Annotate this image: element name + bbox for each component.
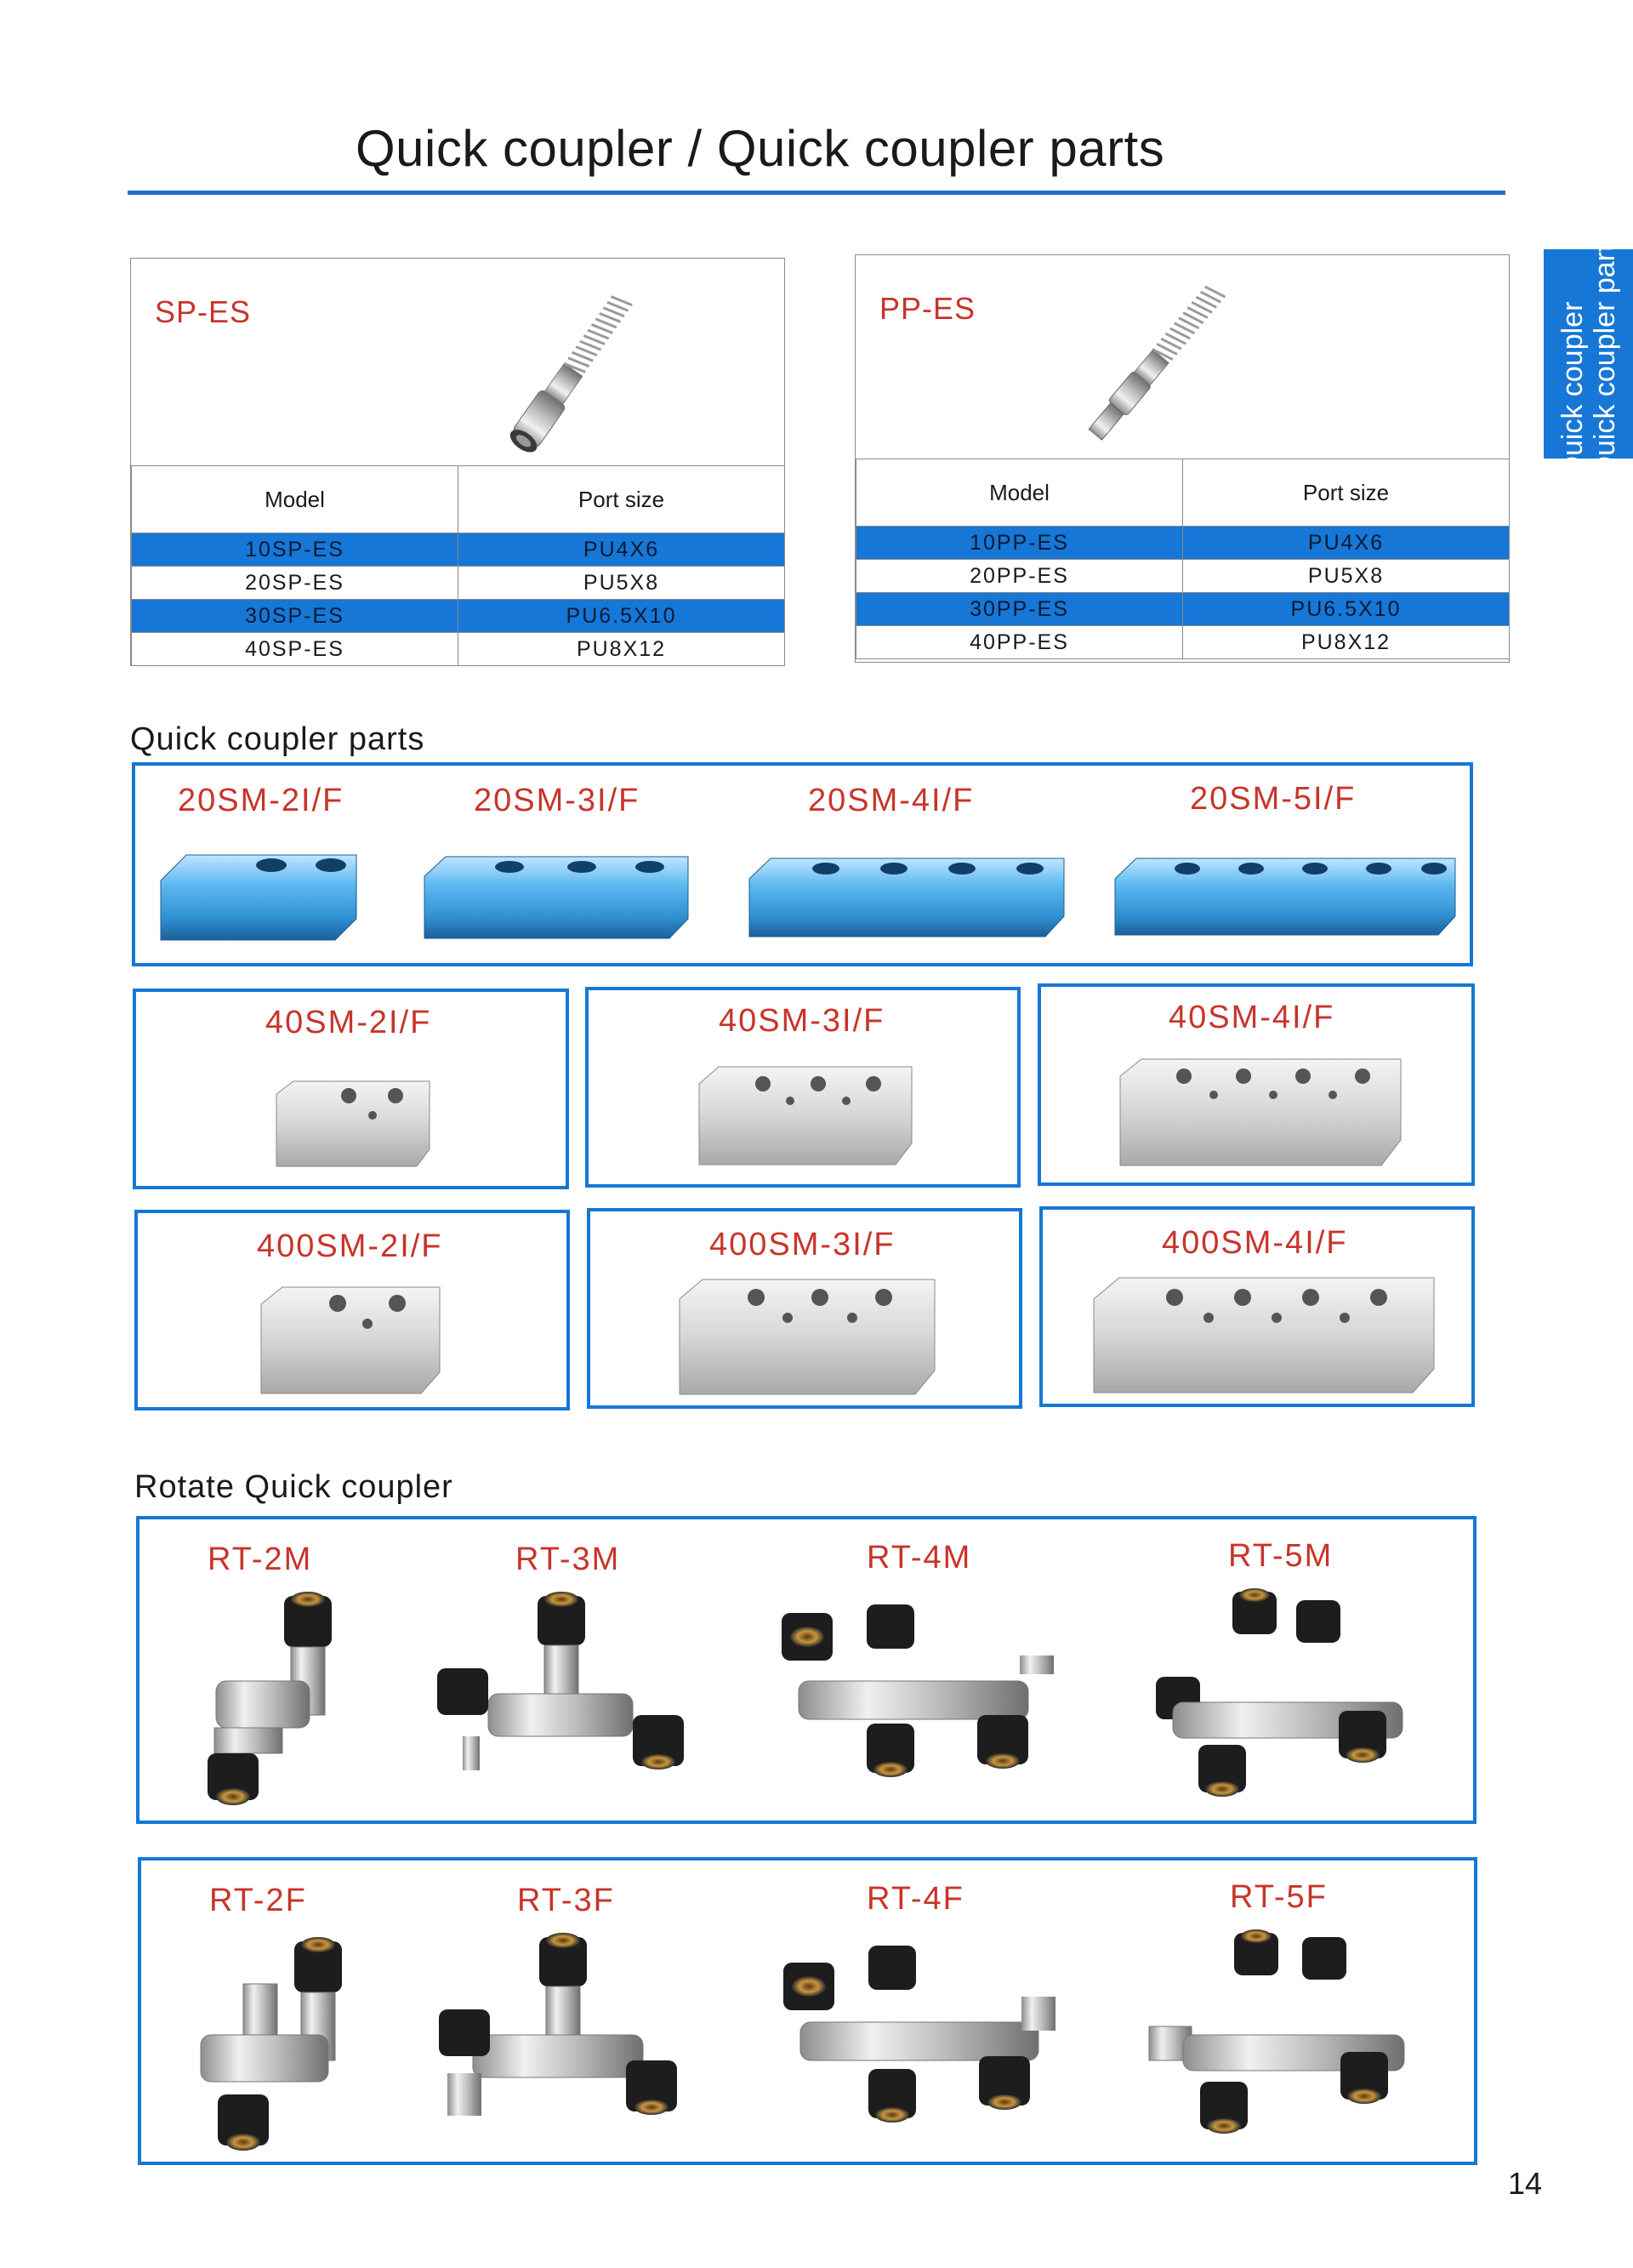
manifold-group-20sm bbox=[132, 762, 1473, 966]
page-number: 14 bbox=[1508, 2166, 1543, 2201]
rotate-coupler-group-male bbox=[136, 1516, 1477, 1824]
side-category-tab[interactable] bbox=[1544, 229, 1633, 479]
table-row bbox=[856, 560, 1510, 593]
product-name: SP-ES bbox=[155, 294, 252, 329]
blue-manifold-2-photo bbox=[152, 846, 365, 949]
item-label: RT-3F bbox=[517, 1883, 615, 1918]
item-label: 400SM-4I/F bbox=[1162, 1225, 1348, 1261]
item-label: RT-4F bbox=[867, 1881, 964, 1917]
title-divider bbox=[128, 191, 1505, 195]
port-size-cell: PU5X8 bbox=[1183, 560, 1510, 593]
rotate-coupler-photo bbox=[184, 1933, 388, 2154]
port-size-cell: PU4X6 bbox=[458, 533, 785, 567]
table-row bbox=[132, 567, 785, 600]
model-cell: 20SP-ES bbox=[132, 567, 458, 600]
manifold-card-40sm-3 bbox=[585, 987, 1021, 1188]
item-label: 20SM-3I/F bbox=[474, 783, 640, 818]
side-tab-line-2: Quick coupler parts bbox=[1588, 229, 1621, 479]
silver-manifold-photo bbox=[675, 1275, 939, 1399]
item-label: RT-2M bbox=[208, 1541, 313, 1577]
spec-table bbox=[856, 459, 1510, 659]
column-header-port-size: Port size bbox=[458, 466, 785, 533]
manifold-card-400sm-2 bbox=[134, 1210, 570, 1410]
blue-manifold-5-photo bbox=[1107, 846, 1464, 949]
item-label: 40SM-3I/F bbox=[719, 1003, 885, 1039]
product-card-sp-es bbox=[130, 258, 785, 666]
item-label: 20SM-2I/F bbox=[178, 783, 344, 818]
item-label: RT-3M bbox=[515, 1541, 621, 1577]
port-size-cell: PU5X8 bbox=[458, 567, 785, 600]
model-cell: 40PP-ES bbox=[856, 626, 1183, 659]
side-tab-line-1: Quick coupler bbox=[1556, 301, 1589, 479]
column-header-model: Model bbox=[132, 466, 458, 533]
silver-manifold-photo bbox=[1090, 1274, 1438, 1397]
column-header-port-size: Port size bbox=[1183, 459, 1510, 527]
column-header-model: Model bbox=[856, 459, 1183, 527]
silver-manifold-photo bbox=[272, 1077, 434, 1171]
port-size-cell: PU4X6 bbox=[1183, 527, 1510, 560]
rotate-coupler-photo bbox=[765, 1587, 1071, 1809]
item-label: 400SM-3I/F bbox=[709, 1227, 896, 1262]
plug-photo bbox=[1043, 264, 1272, 455]
port-size-cell: PU6.5X10 bbox=[458, 600, 785, 633]
item-label: RT-5M bbox=[1228, 1538, 1334, 1574]
item-label: 40SM-4I/F bbox=[1169, 1000, 1335, 1035]
item-label: 20SM-4I/F bbox=[808, 783, 975, 818]
item-label: 40SM-2I/F bbox=[265, 1005, 432, 1040]
rotate-coupler-group-female bbox=[138, 1857, 1477, 2165]
rotate-coupler-photo bbox=[430, 1929, 703, 2154]
silver-manifold-photo bbox=[257, 1283, 444, 1398]
spec-table bbox=[131, 465, 785, 666]
item-label: RT-4M bbox=[867, 1540, 972, 1576]
table-row bbox=[132, 600, 785, 633]
silver-manifold-photo bbox=[695, 1063, 916, 1169]
port-size-cell: PU6.5X10 bbox=[1183, 593, 1510, 626]
page-title: Quick coupler / Quick coupler parts bbox=[356, 120, 1165, 177]
table-row bbox=[856, 593, 1510, 626]
table-row bbox=[132, 633, 785, 666]
port-size-cell: PU8X12 bbox=[458, 633, 785, 666]
manifold-card-400sm-3 bbox=[587, 1208, 1022, 1409]
product-name: PP-ES bbox=[879, 291, 976, 326]
table-row bbox=[132, 533, 785, 567]
model-cell: 10PP-ES bbox=[856, 527, 1183, 560]
blue-manifold-4-photo bbox=[741, 846, 1073, 949]
product-card-pp-es bbox=[855, 254, 1510, 663]
item-label: 20SM-5I/F bbox=[1190, 781, 1357, 817]
model-cell: 40SP-ES bbox=[132, 633, 458, 666]
model-cell: 20PP-ES bbox=[856, 560, 1183, 593]
item-label: 400SM-2I/F bbox=[257, 1228, 443, 1264]
rotate-coupler-photo bbox=[1141, 1924, 1430, 2154]
table-row bbox=[856, 626, 1510, 659]
section-title-parts: Quick coupler parts bbox=[130, 721, 425, 757]
item-label: RT-2F bbox=[209, 1883, 307, 1918]
rotate-coupler-photo bbox=[1139, 1583, 1428, 1813]
manifold-card-40sm-2 bbox=[133, 989, 569, 1189]
table-row bbox=[856, 527, 1510, 560]
rotate-coupler-photo bbox=[429, 1587, 701, 1809]
manifold-card-400sm-4 bbox=[1039, 1206, 1475, 1407]
coupler-photo bbox=[467, 267, 688, 459]
model-cell: 10SP-ES bbox=[132, 533, 458, 567]
port-size-cell: PU8X12 bbox=[1183, 626, 1510, 659]
item-label: RT-5F bbox=[1230, 1879, 1328, 1915]
rotate-coupler-photo bbox=[182, 1587, 386, 1809]
blue-manifold-3-photo bbox=[416, 846, 697, 949]
silver-manifold-photo bbox=[1116, 1055, 1405, 1170]
rotate-coupler-photo bbox=[766, 1929, 1073, 2154]
model-cell: 30PP-ES bbox=[856, 593, 1183, 626]
model-cell: 30SP-ES bbox=[132, 600, 458, 633]
manifold-card-40sm-4 bbox=[1038, 983, 1475, 1186]
section-title-rotate: Rotate Quick coupler bbox=[134, 1469, 453, 1505]
